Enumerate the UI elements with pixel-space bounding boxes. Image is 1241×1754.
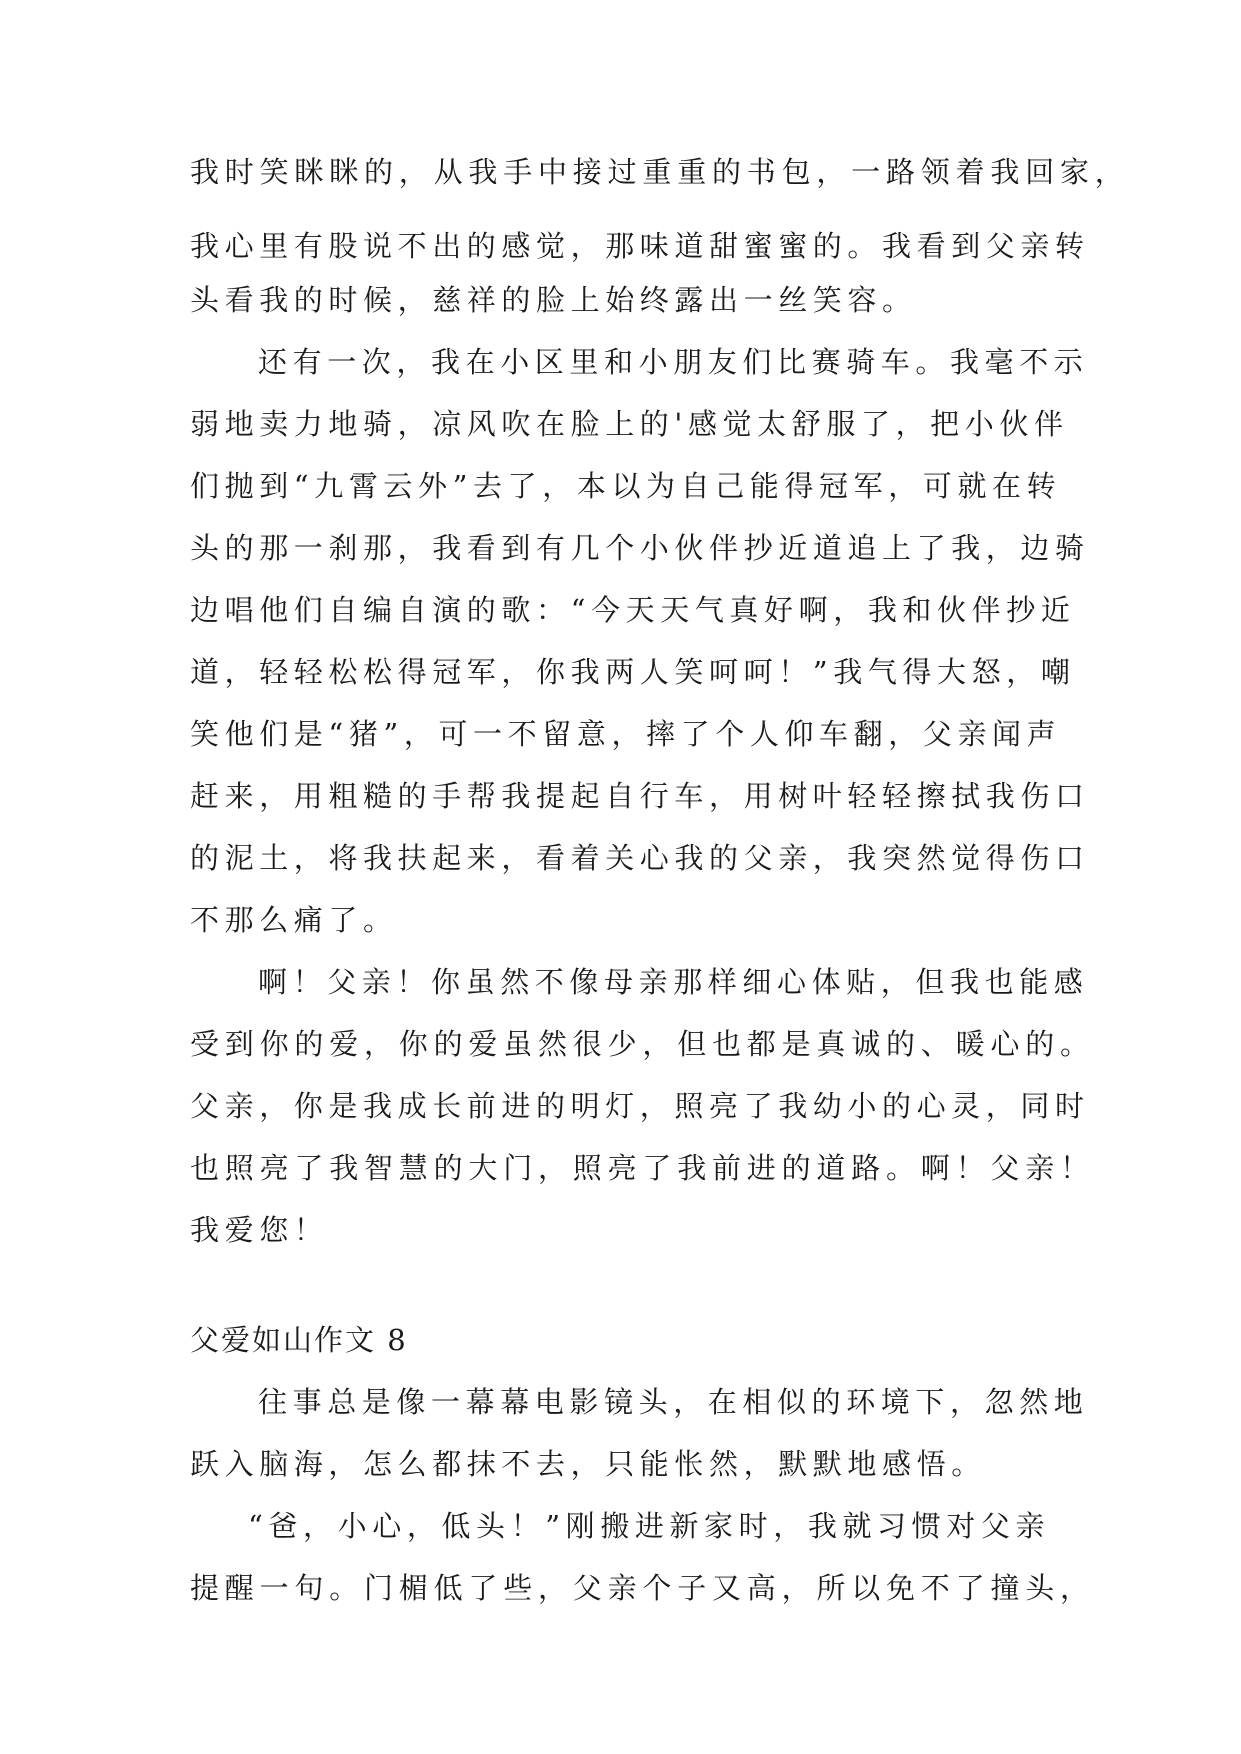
paragraph-line: 头看我的时候，慈祥的脸上始终露出一丝笑容。 — [190, 283, 917, 317]
paragraph-line: 笑他们是“猪”，可一不留意，摔了个人仰车翻，父亲闻声 — [190, 717, 1062, 751]
paragraph-line: 头的那一刹那，我看到有几个小伙伴抄近道追上了我，边骑 — [190, 531, 1090, 565]
paragraph-line: 父亲，你是我成长前进的明灯，照亮了我幼小的心灵，同时 — [190, 1089, 1090, 1123]
paragraph-line: 受到你的爱，你的爱虽然很少，但也都是真诚的、暖心的。 — [190, 1027, 1095, 1061]
paragraph-line: 也照亮了我智慧的大门，照亮了我前进的道路。啊！父亲！ — [190, 1151, 1095, 1185]
paragraph-line: 还有一次，我在小区里和小朋友们比赛骑车。我毫不示 — [258, 345, 1089, 379]
paragraph-line: “爸，小心，低头！”刚搬进新家时，我就习惯对父亲 — [248, 1509, 1051, 1543]
paragraph-line: 道，轻轻松松得冠军，你我两人笑呵呵！”我气得大怒，嘲 — [190, 655, 1076, 689]
paragraph-line: 赶来，用粗糙的手帮我提起自行车，用树叶轻轻擦拭我伤口 — [190, 779, 1090, 813]
paragraph-line: 我心里有股说不出的感觉，那味道甜蜜蜜的。我看到父亲转 — [190, 229, 1090, 263]
paragraph-line: 我爱您！ — [190, 1213, 329, 1247]
paragraph-line: 啊！父亲！你虽然不像母亲那样细心体贴，但我也能感 — [258, 965, 1089, 999]
paragraph-line: 弱地卖力地骑，凉风吹在脸上的'感觉太舒服了，把小伙伴 — [190, 407, 1069, 441]
paragraph-line: 不那么痛了。 — [190, 903, 398, 937]
paragraph-line: 提醒一句。门楣低了些，父亲个子又高，所以免不了撞头， — [190, 1571, 1095, 1605]
paragraph-line: 跃入脑海，怎么都抹不去，只能怅然，默默地感悟。 — [190, 1447, 986, 1481]
paragraph-line: 往事总是像一幕幕电影镜头，在相似的环境下，忽然地 — [258, 1385, 1089, 1419]
paragraph-line: 边唱他们自编自演的歌：“今天天气真好啊，我和伙伴抄近 — [190, 593, 1076, 627]
paragraph-line: 们抛到“九霄云外”去了，本以为自己能得冠军，可就在转 — [190, 469, 1062, 503]
section-heading: 父爱如山作文 8 — [190, 1323, 408, 1357]
paragraph-line: 我时笑眯眯的，从我手中接过重重的书包，一路领着我回家， — [190, 155, 1130, 189]
paragraph-line: 的泥土，将我扶起来，看着关心我的父亲，我突然觉得伤口 — [190, 841, 1090, 875]
